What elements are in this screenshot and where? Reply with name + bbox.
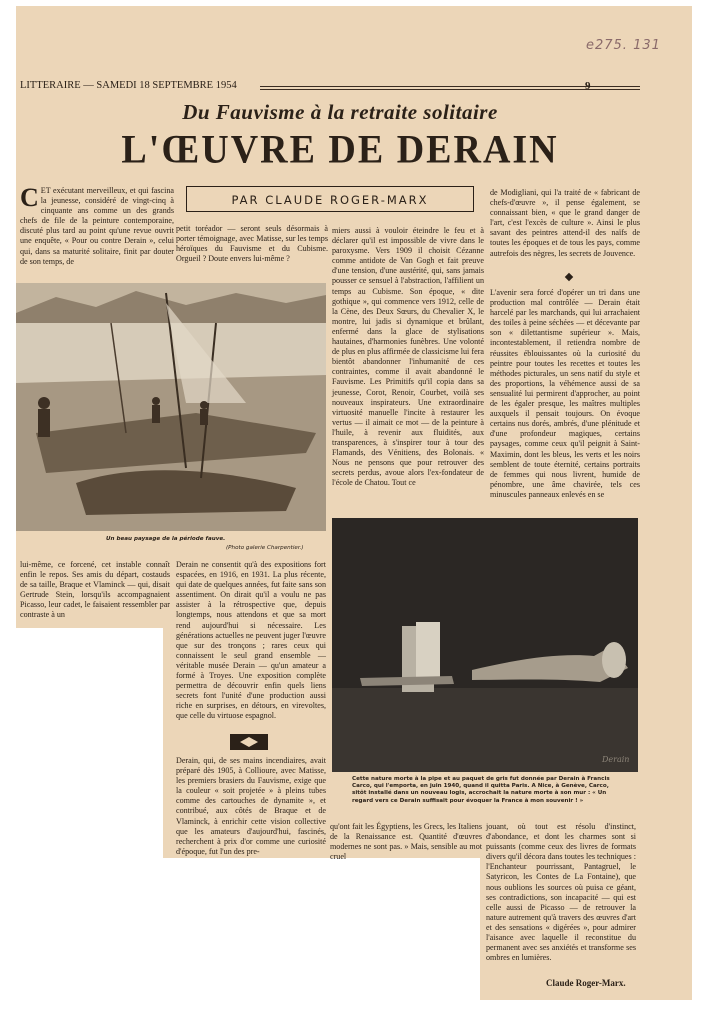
photo2-caption: Cette nature morte à la pipe et au paquet de gris fut donnée par Derain à Francis Carco, qui l'emporta, en juin 1940, quand il quitta Paris. A Nice, à Genève, Carco, sitôt installé dans un nouveau logis, accrochait la nature morte à son mur : « Un regard vers ce Derain suffisait pour évoquer la France à mon souvenir ! »	[352, 776, 610, 804]
page-number: 9	[585, 80, 591, 92]
column-1-lower: lui-même, ce forcené, cet instable connaît enfin le repos. Ses amis du départ, costauds de sa taille, Braque et Vlaminck — qui, disait Gertrude Stein, lorsqu'ils accompagnaient Picasso, leur cadet, le faisaient ressembler par contraste à un	[20, 560, 170, 620]
author-signature: Claude Roger-Marx.	[546, 978, 626, 988]
reference-mark: e275. 131	[586, 38, 661, 53]
byline: PAR CLAUDE ROGER-MARX	[186, 186, 474, 212]
photo1-credit: (Photo galerie Charpentier.)	[226, 545, 304, 551]
column-2-lower: Derain ne consentit qu'à des expositions fort espacées, en 1916, en 1931. La plus récente, qui date de quelques années, fut faite sans son assentiment. On dirait qu'il a voulu ne pas assister à la rétrospective que, depuis longtemps, nous attendons et que sa mort rend aujourd'hui si nécessaire. Les générations actuelles ne peuvent juger l'œuvre que sur des tronçons ; rares ceux qui connaissent le seul grand ensemble — véritable musée Derain — qu'un amateur a formé à Troyes. Une exposition complète permettra de découvrir enfin quels liens secrets font l'unité d'une production aussi riche en surprises, en détours, en virevoltes, que celle du virtuose espagnol.	[176, 560, 326, 721]
header-rule	[260, 86, 640, 90]
column-3-bottom: qu'ont fait les Égyptiens, les Grecs, les Italiens de la Renaissance est. Quantité d'œuvres modernes ne sont pas. » Mais, sensible au mot cruel	[330, 822, 482, 862]
column-2-top: petit toréador — seront seuls désormais à porter témoignage, avec Matisse, sur les temps héroïques du Fauvisme et du Cubisme. Orgueil ? Doute envers lui-même ?	[176, 224, 328, 264]
column-1-top	[20, 183, 174, 278]
column-1-top-text: ET exécutant merveilleux, et qui fascina la jeunesse, considéré de vingt-cinq à cinquante ans comme un des grands chefs de file de la peinture contemporaine, discuté plus tard au point qu'une revue ouvrit une enquête, « Pour ou contre Derain », celui qui, dans sa maturité solitaire, finit par douter de son temps, de	[20, 186, 174, 266]
section-ornament	[230, 734, 268, 750]
article-subtitle: Du Fauvisme à la retraite solitaire	[182, 100, 498, 124]
svg-text:Derain: Derain	[602, 755, 630, 764]
still-life-pipe-photo	[332, 518, 638, 772]
drop-cap: C	[20, 183, 39, 212]
column-4-middle: L'avenir sera forcé d'opérer un tri dans une production mal contrôlée — Derain était harcelé par les marchands, qui lui arrachaient des toiles à peine séchées — et décevante par son « dilettantisme supérieur ». Mais, incontestablement, il retiendra nombre de réussites éblouissantes où la curiosité du peintre pour toutes les recettes et toutes les méthodes picturales, un sens natif du style et des proportions, la véhémence aussi de sa sensualité lui permirent d'approcher, au point de les égaler presque, les maîtres multiples auxquels il pensait toujours. On évoque certains nus dorés, ambrés, d'une plénitude et d'une profondeur magiques, certains paysages, comme ceux qu'il peignit à Saint-Maximin, dont les bleus, les verts et les noirs semblent de toute éternité, certains portraits de femmes qui nous livrent, humide de pénombre, une âme chavirée, tels ces minuscules panneaux enlevés en se	[490, 288, 640, 499]
column-4-top: de Modigliani, qui l'a traité de « fabricant de chefs-d'œuvre », il pense également, se connaissant bien, « que le grand danger de l'art, c'est l'excès de culture ». Ainsi le plus savant des peintres attend-il des naïfs de toutes les époques et de tous les pays, comme autrefois des nègres, les secrets de Jouvence.	[490, 188, 640, 258]
column-3-top: miers aussi à vouloir éteindre le feu et à déclarer qu'il est impossible de vivre dans le paroxysme. Vers 1909 il choisit Cézanne comme antidote de Van Gogh et fait preuve d'une tension, d'une austérité, qui, sans jamais pousser ce sensuel à l'abstraction, l'affilient un temps au Cubisme. Son époque, « dite gothique », qui commence vers 1912, celle de la Cène, des Deux Sœurs, du Chevalier X, le montre, lui jadis si dynamique et brûlant, enfermé dans la glace de stylisations hautaines, d'harmonies funèbres. Une volonté de plus en plus affirmée de classicisme lui fera bientôt abandonner l'inhumanité de ces contraintes, comme il avait abandonné le Fauvisme. Les Primitifs qu'il copia dans sa jeunesse, Corot, Renoir, Courbet, voilà ses nouveaux inspirateurs. Une extraordinaire virtuosité manuelle l'incite à restaurer les vertus — il aimait ce mot — de la peinture à l'huile, à revenir aux fluidités, aux transparences, à s'inspirer tour à tour des Flamands, des Vénitiens, des Bolonais. « Nous ne pensons que pour retrouver des secrets perdus, avoue alors l'ex-fondateur de l'école de Chatou. Tout ce	[332, 226, 484, 488]
column-2-bottom: Derain, qui, de ses mains incendiaires, avait préparé dès 1905, à Collioure, avec Matisse, les premiers brasiers du Fauvisme, exige que la couleur « soit projetée » à pleins tubes comme des cartouches de dynamite », et contribué, aux côtés de Braque et de Vlaminck, à enrichir cette vision collective que les amateurs d'aujourd'hui, fascinés, recherchent à prix d'or comme une curiosité d'époque, fut l'un des pre-	[176, 756, 326, 856]
running-head: LITTERAIRE — SAMEDI 18 SEPTEMBRE 1954	[20, 80, 237, 91]
fauvist-landscape-photo	[16, 283, 326, 531]
photo1-caption: Un beau paysage de la période fauve.	[106, 536, 226, 542]
column-4-bottom: jouant, où tout est résolu d'instinct, d'abondance, et dont les charmes sont si puissants (comme ceux des livres de formats divers qu'il décora dans toutes les techniques : l'Enchanteur pourrissant, Pantagruel, le Satyricon, les Contes de La Fontaine), que nous oublions les sources où puisa ce géant, ses contradictions, son incapacité — qui est celle aussi de Picasso — de retrouver la nature autrement qu'à travers des œuvres d'art et des sensations « digérées », pour admirer l'aisance avec laquelle il reconstitue du permanent avec ses anxiétés et transforme ses ombres en lumières.	[486, 822, 636, 963]
article-title: L'ŒUVRE DE DERAIN	[121, 127, 559, 173]
